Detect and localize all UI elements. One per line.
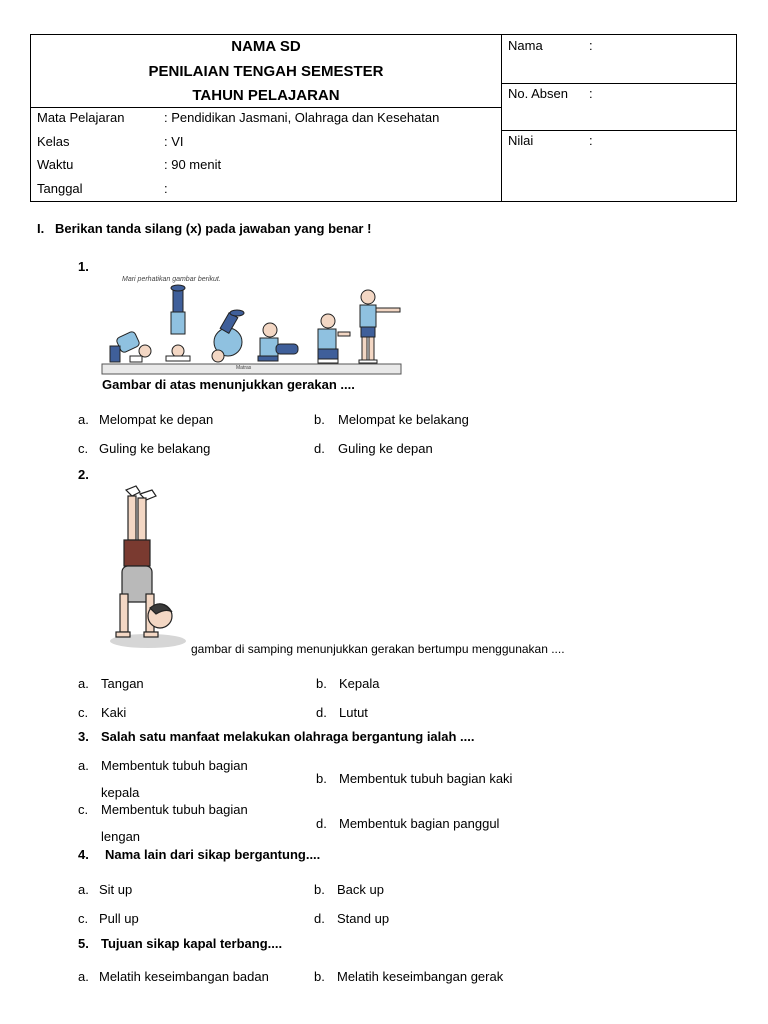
absen-colon: : bbox=[589, 86, 593, 101]
q5-option-b[interactable]: Melatih keseimbangan gerak bbox=[337, 969, 504, 984]
q5-option-b-letter[interactable]: b. bbox=[314, 969, 325, 984]
question-4-text: Nama lain dari sikap bergantung.... bbox=[105, 847, 321, 862]
subject-label: Mata Pelajaran bbox=[37, 110, 125, 125]
class-label: Kelas bbox=[37, 134, 70, 149]
q3-option-c-line2[interactable]: lengan bbox=[101, 829, 141, 844]
score-label: Nilai bbox=[508, 133, 534, 148]
mat-label: Matras bbox=[236, 365, 252, 371]
name-label: Nama bbox=[508, 38, 543, 53]
q2-option-b[interactable]: Kepala bbox=[339, 676, 380, 691]
q4-option-d-letter[interactable]: d. bbox=[314, 911, 325, 926]
q2-option-c[interactable]: Kaki bbox=[101, 705, 127, 720]
time-value: : 90 menit bbox=[164, 157, 222, 172]
subject-value: : Pendidikan Jasmani, Olahraga dan Kesehatan bbox=[164, 110, 440, 125]
q1-option-b[interactable]: Melompat ke belakang bbox=[338, 412, 469, 427]
q2-option-d[interactable]: Lutut bbox=[339, 705, 368, 720]
exam-title: PENILAIAN TENGAH SEMESTER bbox=[148, 63, 384, 80]
q2-option-b-letter[interactable]: b. bbox=[316, 676, 327, 691]
q3-option-b-letter[interactable]: b. bbox=[316, 771, 327, 786]
q3-option-a-letter[interactable]: a. bbox=[78, 758, 89, 773]
q4-option-b-letter[interactable]: b. bbox=[314, 882, 325, 897]
school-name: NAMA SD bbox=[231, 38, 301, 55]
q2-option-a[interactable]: Tangan bbox=[101, 676, 144, 691]
q4-option-c[interactable]: Pull up bbox=[99, 911, 139, 926]
date-value: : bbox=[164, 181, 168, 196]
academic-year: TAHUN PELAJARAN bbox=[192, 87, 340, 104]
q4-option-b[interactable]: Back up bbox=[337, 882, 384, 897]
q3-option-c[interactable]: Membentuk tubuh bagian bbox=[101, 802, 248, 817]
name-colon: : bbox=[589, 38, 593, 53]
q5-option-a[interactable]: Melatih keseimbangan badan bbox=[99, 969, 269, 984]
q1-option-d-letter[interactable]: d. bbox=[314, 441, 325, 456]
q1-option-c[interactable]: Guling ke belakang bbox=[99, 441, 211, 456]
q2-option-c-letter[interactable]: c. bbox=[78, 705, 89, 720]
q4-option-a-letter[interactable]: a. bbox=[78, 882, 89, 897]
question-2-text: gambar di samping menunjukkan gerakan bertumpu menggunakan .... bbox=[191, 642, 565, 656]
q3-option-b[interactable]: Membentuk tubuh bagian kaki bbox=[339, 771, 513, 786]
class-value: : VI bbox=[164, 134, 184, 149]
question-5-text: Tujuan sikap kapal terbang.... bbox=[101, 936, 283, 951]
q3-option-a[interactable]: Membentuk tubuh bagian bbox=[101, 758, 248, 773]
section-number: I. bbox=[37, 221, 45, 236]
q2-option-a-letter[interactable]: a. bbox=[78, 676, 89, 691]
q3-option-d[interactable]: Membentuk bagian panggul bbox=[339, 816, 500, 831]
question-3-number: 3. bbox=[78, 729, 89, 744]
date-label: Tanggal bbox=[37, 181, 83, 196]
q4-option-d[interactable]: Stand up bbox=[337, 911, 390, 926]
q4-option-a[interactable]: Sit up bbox=[99, 882, 133, 897]
q1-option-a[interactable]: Melompat ke depan bbox=[99, 412, 214, 427]
forward-roll-figure bbox=[100, 272, 404, 378]
q3-option-d-letter[interactable]: d. bbox=[316, 816, 327, 831]
q3-option-a-line2[interactable]: kepala bbox=[101, 785, 140, 800]
question-5-number: 5. bbox=[78, 936, 89, 951]
header-table bbox=[30, 34, 737, 202]
handstand-figure bbox=[106, 484, 190, 654]
q1-option-d[interactable]: Guling ke depan bbox=[338, 441, 433, 456]
question-3-text: Salah satu manfaat melakukan olahraga bergantung ialah .... bbox=[101, 729, 475, 744]
question-1-text: Gambar di atas menunjukkan gerakan .... bbox=[102, 377, 355, 392]
q5-option-a-letter[interactable]: a. bbox=[78, 969, 89, 984]
q1-option-b-letter[interactable]: b. bbox=[314, 412, 325, 427]
question-1-number: 1. bbox=[78, 259, 89, 274]
q2-option-d-letter[interactable]: d. bbox=[316, 705, 327, 720]
q3-option-c-letter[interactable]: c. bbox=[78, 802, 89, 817]
q4-option-c-letter[interactable]: c. bbox=[78, 911, 89, 926]
question-4-number: 4. bbox=[78, 847, 89, 862]
section-instruction: Berikan tanda silang (x) pada jawaban yang benar ! bbox=[55, 221, 372, 236]
q1-option-c-letter[interactable]: c. bbox=[78, 441, 89, 456]
score-colon: : bbox=[589, 133, 593, 148]
q1-option-a-letter[interactable]: a. bbox=[78, 412, 89, 427]
question-2-number: 2. bbox=[78, 467, 89, 482]
figure-caption: Mari perhatikan gambar berikut. bbox=[122, 276, 221, 283]
time-label: Waktu bbox=[37, 157, 74, 172]
absen-label: No. Absen bbox=[508, 86, 568, 101]
